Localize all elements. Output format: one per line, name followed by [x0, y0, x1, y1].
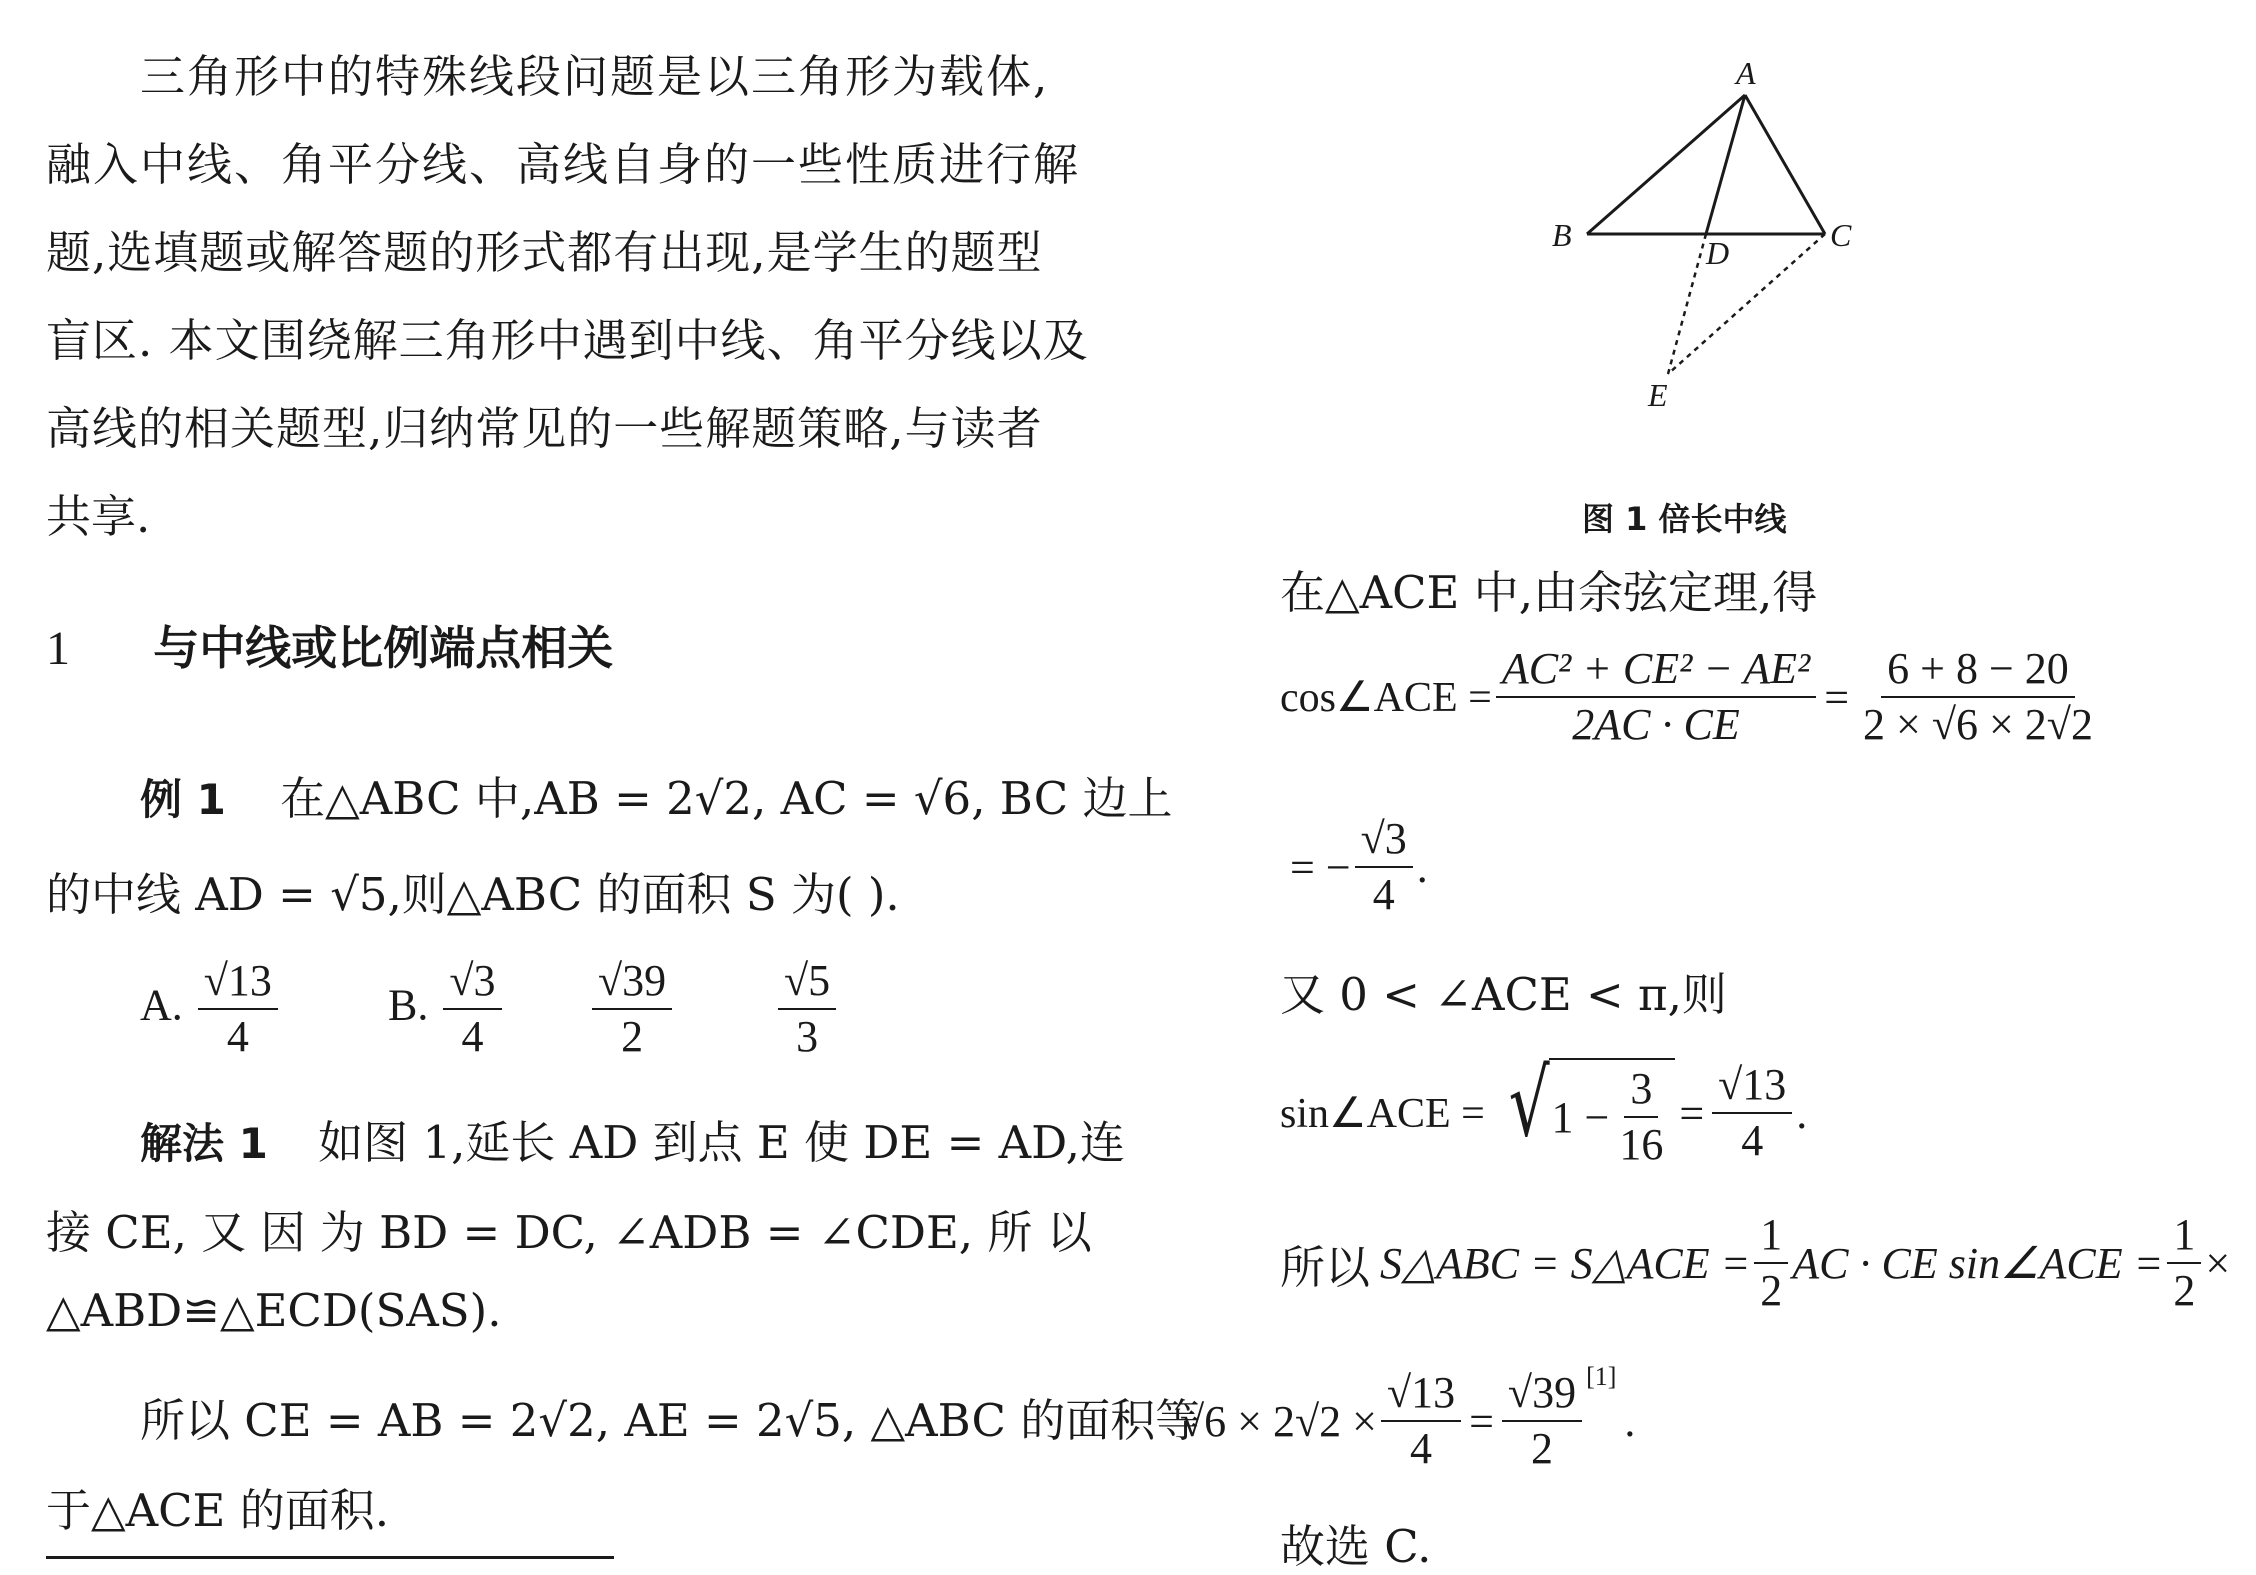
segment-de-dashed [1668, 234, 1706, 374]
option-a-letter: A. [140, 980, 183, 1030]
option-d-den: 3 [796, 1012, 819, 1062]
cos-frac-1 [1496, 646, 1816, 748]
sin-inner-one: 1 − [1551, 1092, 1610, 1142]
area-result-den: 2 [1531, 1424, 1553, 1474]
area-line2-equals: = [1469, 1396, 1494, 1446]
cos-equation [1280, 646, 2103, 748]
area-line2-start: √6 × 2√2 × [1180, 1396, 1377, 1446]
cos-frac-2-den: 2 × √6 × 2√2 [1863, 700, 2093, 750]
area-half-den-2: 2 [2173, 1266, 2196, 1316]
area-line2-fraction [1381, 1370, 1461, 1472]
area-result-fraction [1502, 1370, 1582, 1472]
label-b: B [1552, 217, 1572, 253]
sin-lhs: sin∠ACE = [1280, 1091, 1485, 1138]
area-half-fraction-2 [2167, 1212, 2201, 1314]
cos-frac-1-den: 2AC · CE [1572, 700, 1740, 750]
area-half-fraction [1754, 1212, 1788, 1314]
label-e: E [1648, 377, 1668, 413]
option-b-fraction [443, 958, 501, 1060]
so-line-2: 于△ACE 的面积. [46, 1484, 389, 1537]
option-c-fraction [592, 958, 672, 1060]
cos-frac-2-num: 6 + 8 − 20 [1881, 646, 2075, 698]
solution-line-2: 接 CE, 又 因 为 BD = DC, ∠ADB = ∠CDE, 所 以 [46, 1206, 1092, 1259]
option-b-num: √3 [443, 958, 501, 1010]
cos-result-num: √3 [1355, 816, 1413, 868]
label-c: C [1830, 217, 1852, 253]
area-half-num-2: 1 [2167, 1212, 2201, 1264]
sin-inner-fraction [1613, 1066, 1669, 1168]
intro-line-2: 融入中线、角平分线、高线自身的一些性质进行解 [46, 138, 1081, 191]
sin-period: . [1796, 1088, 1808, 1138]
area-line-2 [1180, 1362, 1636, 1474]
label-a: A [1736, 55, 1756, 91]
cos-result-fraction [1355, 816, 1413, 918]
segment-ac [1745, 95, 1825, 234]
area-line-1 [1280, 1212, 2230, 1314]
example-text-1: 在△ABC 中,AB = 2√2, AC = √6, BC 边上 [280, 772, 1173, 825]
option-d [774, 958, 840, 1060]
option-a-fraction [198, 958, 278, 1060]
segment-ce-dashed [1668, 234, 1825, 374]
cos-frac-1-num: AC² + CE² − AE² [1496, 646, 1816, 698]
solution-line-1 [140, 1106, 1125, 1171]
cos-equals: = [1824, 672, 1850, 722]
area-prefix: 所以 [1280, 1240, 1371, 1294]
sin-sqrt-arg [1549, 1058, 1675, 1168]
area-middle: AC · CE sin∠ACE = [1792, 1238, 2164, 1288]
cos-lhs: cos∠ACE = [1280, 675, 1492, 722]
section-title: 与中线或比例端点相关 [153, 621, 614, 675]
sin-result-fraction [1712, 1062, 1792, 1164]
example-label: 例 1 [140, 775, 226, 824]
right-intro-line: 在△ACE 中,由余弦定理,得 [1280, 566, 1818, 619]
cos-result [1290, 816, 1428, 918]
intro-line-1: 三角形中的特殊线段问题是以三角形为载体, [140, 50, 1050, 103]
option-b-letter: B. [388, 980, 429, 1030]
intro-line-5: 高线的相关题型,归纳常见的一些解题策略,与读者 [46, 402, 1043, 455]
option-a-num: √13 [198, 958, 278, 1010]
option-c [588, 958, 676, 1060]
label-d: D [1706, 235, 1730, 271]
area-half-num: 1 [1754, 1212, 1788, 1264]
citation-ref[interactable]: [1] [1586, 1362, 1617, 1391]
option-d-fraction [778, 958, 836, 1060]
example-line-2: 的中线 AD = √5,则△ABC 的面积 S 为( ). [46, 868, 900, 921]
figure-caption: 图 1 倍长中线 [1582, 500, 1787, 538]
sin-sqrt [1491, 1050, 1675, 1170]
area-result-num: √39 [1502, 1370, 1582, 1422]
section-heading [46, 612, 613, 678]
cos-result-period: . [1416, 842, 1428, 892]
cos-result-den: 4 [1372, 870, 1395, 920]
option-b-den: 4 [461, 1012, 484, 1062]
area-line2-den: 4 [1410, 1424, 1433, 1474]
solution-line-3: △ABD≌△ECD(SAS). [46, 1284, 502, 1337]
area-tail: × [2205, 1238, 2231, 1288]
so-line-1: 所以 CE = AB = 2√2, AE = 2√5, △ABC 的面积等 [140, 1394, 1201, 1447]
area-expression: S△ABC = S△ACE = [1380, 1238, 1751, 1288]
area-half-den: 2 [1760, 1266, 1783, 1316]
area-period: . [1624, 1396, 1636, 1446]
solution-label: 解法 1 [140, 1119, 268, 1168]
example-line-1 [140, 762, 1172, 827]
sin-result-num: √13 [1712, 1062, 1792, 1114]
intro-line-6: 共享. [46, 490, 151, 543]
option-c-num: √39 [592, 958, 672, 1010]
intro-line-4: 盲区. 本文围绕解三角形中遇到中线、角平分线以及 [46, 314, 1089, 367]
footnote-rule [46, 1556, 614, 1559]
sin-equation [1280, 1050, 1808, 1170]
sqrt-radical-icon: √ [1508, 1050, 1550, 1157]
segment-ab [1587, 95, 1745, 234]
option-b [388, 958, 506, 1060]
final-answer: 故选 C. [1280, 1520, 1432, 1573]
solution-text-1: 如图 1,延长 AD 到点 E 使 DE = AD,连 [318, 1116, 1125, 1169]
sin-inner-den: 16 [1619, 1120, 1664, 1170]
area-line2-num: √13 [1381, 1370, 1461, 1422]
figure-1-triangle [1530, 50, 1930, 430]
option-a-den: 4 [226, 1012, 249, 1062]
sin-inner-num: 3 [1624, 1066, 1658, 1118]
sin-equals: = [1679, 1088, 1705, 1138]
option-a [140, 958, 282, 1060]
option-c-den: 2 [621, 1012, 644, 1062]
range-line: 又 0 < ∠ACE < π,则 [1280, 968, 1727, 1021]
option-d-num: √5 [778, 958, 836, 1010]
segment-ad [1706, 95, 1745, 234]
cos-result-prefix: = − [1290, 842, 1351, 892]
cos-frac-2 [1857, 646, 2099, 748]
intro-line-3: 题,选填题或解答题的形式都有出现,是学生的题型 [46, 226, 1043, 279]
sin-result-den: 4 [1741, 1116, 1764, 1166]
section-number: 1 [46, 622, 70, 675]
